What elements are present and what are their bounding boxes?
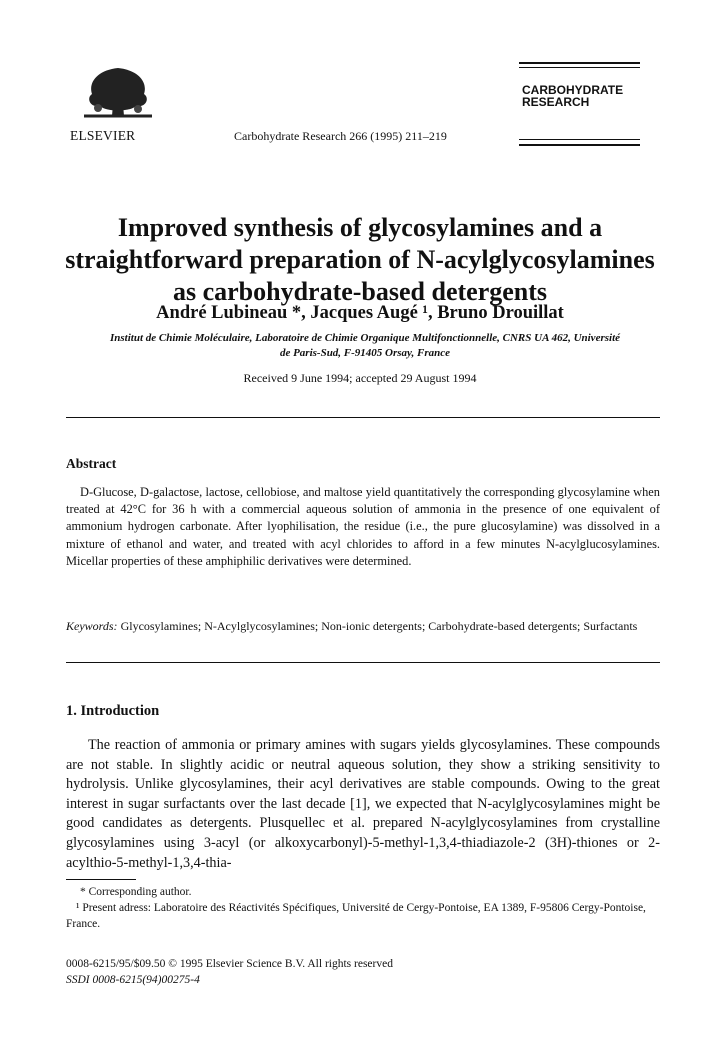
article-title — [0, 212, 720, 308]
abstract-body: D-Glucose, D-galactose, lactose, cellobiose, and maltose yield quantitatively the corresponding glycosylamine when treated at 42°C for 36 h with a commercial aqueous solution of ammonia in the presence of one equivalent of ammonium hydrogen carbonate. After lyophilisation, the residue (i.e., the pure glucosylamine) was dissolved in a mixture of ethanol and water, and treated with acyl chlorides to afford in a few minutes N-acylglucosylamines. Micellar properties of these amphiphilic derivatives were determined. — [66, 485, 660, 568]
footnote: ¹ Present adress: Laboratoire des Réactivités Spécifiques, Université de Cergy-Pontoise, EA 1389, F-95806 Cergy-Pontoise, France. — [66, 902, 646, 930]
journal-citation: Carbohydrate Research 266 (1995) 211–219 — [234, 129, 447, 143]
elsevier-logo — [78, 62, 158, 120]
section-divider — [66, 417, 660, 418]
header-rule — [519, 144, 640, 146]
introduction-text — [66, 736, 660, 873]
article-codes — [66, 957, 660, 988]
journal-name-line: RESEARCH — [522, 95, 590, 109]
affiliation-line: de Paris-Sud, F-91405 Orsay, France — [279, 347, 451, 359]
introduction-heading: 1. Introduction — [66, 703, 160, 719]
title-line: straightforward preparation of N-acylglycosylamines — [65, 245, 655, 274]
journal-name-line: CARBOHYDRATE — [522, 83, 624, 97]
issn-line: 0008-6215/95/$09.50 © 1995 Elsevier Science B.V. All rights reserved — [66, 958, 393, 970]
footnote: * Corresponding author. — [80, 886, 192, 898]
footnotes — [66, 884, 660, 932]
journal-name — [522, 84, 623, 108]
header-rule — [519, 139, 640, 140]
header-rule — [519, 62, 640, 64]
keywords-text: Glycosylamines; N-Acylglycosylamines; Non-ionic detergents; Carbohydrate-based detergents; Surfactants — [120, 619, 638, 633]
affiliation — [60, 331, 670, 361]
affiliation-line: Institut de Chimie Moléculaire, Laboratoire de Chimie Organique Multifonctionnelle, CNRS UA 462, Université — [109, 332, 621, 344]
keywords — [66, 618, 660, 635]
title-line: Improved synthesis of glycosylamines and a — [117, 213, 603, 242]
abstract-heading: Abstract — [66, 456, 117, 471]
introduction-body: The reaction of ammonia or primary amines with sugars yields glycosylamines. These compounds are not stable. In slightly acidic or neutral aqueous solution, they show a striking sensitivity to hydrolysis. Unlike glycosylamines, their acyl derivatives are stable compounds. Owing to the great interest in sugar surfactants over the last decade [1], we expected that N-acylglycosylamines might be good candidates as detergents. Plusquellec et al. prepared N-acylglycosylamines from crystalline glycosylamines using 3-acyl (or alkoxycarbonyl)-5-methyl-1,3,4-thiadiazole-2 (3H)-thiones or 2-acylthio-5-methyl-1,3,4-thia- — [66, 737, 660, 871]
title-line: as carbohydrate-based detergents — [172, 277, 548, 306]
publisher-name: ELSEVIER — [70, 128, 136, 143]
footnote-rule — [66, 879, 136, 880]
author-list: André Lubineau *, Jacques Augé ¹, Bruno Drouillat — [156, 303, 564, 323]
abstract-text — [66, 484, 660, 570]
header-rule — [519, 67, 640, 68]
keywords-label: Keywords: — [66, 619, 118, 633]
received-dates: Received 9 June 1994; accepted 29 August 1994 — [243, 371, 477, 385]
section-divider — [66, 662, 660, 663]
ssdi-line: SSDI 0008-6215(94)00275-4 — [66, 973, 200, 986]
